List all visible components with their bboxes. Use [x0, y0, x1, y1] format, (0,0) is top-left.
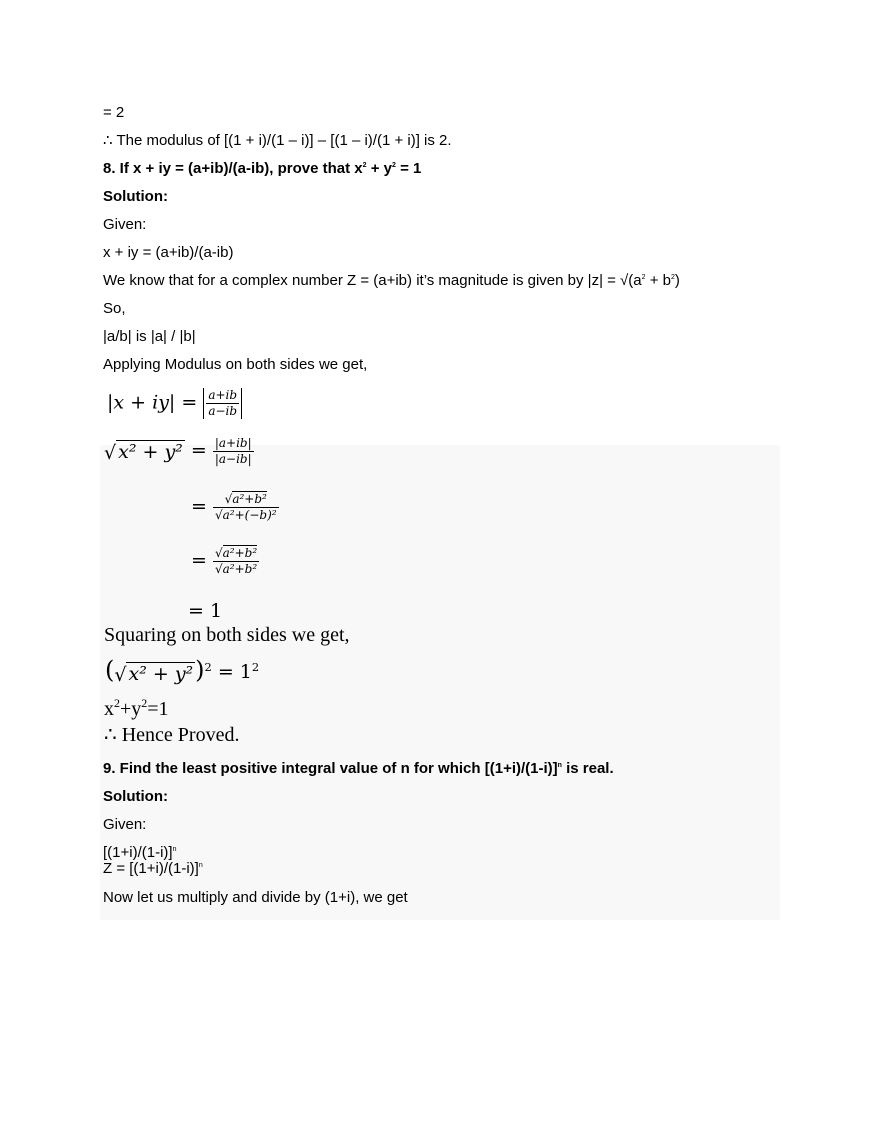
result-line: [103, 104, 124, 122]
q9-text-b: is real.: [561, 760, 614, 777]
math-step-1: [107, 388, 242, 419]
z9-text: Z = [(1+i)/(1-i)]: [103, 860, 199, 877]
math-step-3-num: √a²+b²: [224, 492, 267, 506]
math-step-6-radicand: x² + y²: [128, 662, 194, 685]
math-step-2-radicand: x² + y²: [118, 441, 183, 463]
math-step-6-rhs-power: 2: [251, 660, 260, 675]
squaring-line: Squaring on both sides we get,: [104, 624, 350, 646]
given-8-label: Given:: [103, 216, 147, 233]
math-step-4-equals: =: [191, 549, 207, 572]
math-step-2-den: |a−ib|: [214, 452, 252, 466]
q8-sup-1: 2: [362, 162, 367, 169]
result-text: = 2: [103, 104, 125, 121]
math-step-5: = 1: [188, 600, 223, 622]
result-y: +y: [120, 698, 142, 720]
math-step-3-equals: =: [191, 495, 207, 518]
sqrt-symbol: √: [104, 442, 117, 464]
magnitude-statement: [103, 272, 680, 290]
question-8-heading: [103, 160, 421, 178]
right-paren: ): [195, 656, 205, 684]
z-definition: [103, 861, 203, 877]
q9-text-a: 9. Find the least positive integral value of n for which [(1+i)/(1-i)]: [103, 760, 558, 777]
expr9-sup-n: n: [172, 846, 177, 853]
q8-text-c: = 1: [395, 160, 422, 177]
math-step-4: [191, 546, 259, 577]
math-step-3-frac: [213, 492, 279, 523]
math-step-1-frac: [206, 388, 239, 419]
left-paren: (: [105, 656, 115, 684]
math-step-2-sqrt: [104, 440, 185, 463]
result-x: x: [104, 698, 114, 720]
math-step-3-den-rad: a²+(−b)²: [222, 508, 277, 522]
math-step-6-power: 2: [204, 660, 212, 675]
magnitude-text-c: ): [674, 272, 680, 289]
math-step-4-frac: [213, 546, 259, 577]
math-step-1-num: a+ib: [208, 388, 238, 402]
multiply-divide-line: Now let us multiply and divide by (1+i), we get: [103, 889, 408, 906]
q8-sup-2: 2: [392, 162, 396, 169]
result-equals: =1: [147, 698, 169, 720]
math-step-4-den: √a²+b²: [214, 562, 258, 576]
math-step-6-sqrt: [114, 662, 195, 685]
given-9-label: Given:: [103, 816, 147, 833]
math-step-3-num-rad: a²+b²: [232, 492, 267, 506]
given-8-equation: x + iy = (a+ib)/(a-ib): [103, 244, 234, 261]
math-step-1-abs: [203, 388, 242, 419]
math-step-3: [191, 492, 279, 523]
conclusion-text: ∴ The modulus of [(1 + i)/(1 – i)] – [(1 – i)/(1 + i)] is 2.: [103, 132, 452, 149]
math-step-4-num-rad: a²+b²: [222, 546, 258, 560]
math-step-1-lhs: |x + iy| =: [107, 391, 198, 414]
solution-9-label: Solution:: [103, 788, 168, 805]
magnitude-text-a: We know that for a complex number Z = (a+ib) it’s magnitude is given by |z| = √(a: [103, 272, 642, 289]
math-step-2-num: |a+ib|: [214, 436, 252, 450]
abs-rule-line: |a/b| is |a| / |b|: [103, 328, 196, 345]
q8-text-b: + y: [366, 160, 392, 177]
math-step-6: [105, 656, 259, 685]
math-step-4-num: √a²+b²: [214, 546, 258, 560]
math-step-3-den: √a²+(−b)²: [214, 508, 277, 522]
math-step-6-rhs: = 1: [217, 661, 252, 683]
sqrt-symbol: √: [114, 663, 127, 686]
magnitude-text-b: + b: [645, 272, 671, 289]
expr9-text: [(1+i)/(1-i)]: [103, 844, 173, 861]
result-sup-1: 2: [114, 696, 120, 710]
applying-modulus-line: Applying Modulus on both sides we get,: [103, 356, 368, 373]
magnitude-sup-2: 2: [670, 274, 675, 281]
so-line: So,: [103, 300, 126, 317]
given-9-expression: [103, 845, 177, 861]
math-step-2: [104, 436, 254, 467]
math-step-1-den: a−ib: [208, 404, 238, 418]
magnitude-sup-1: 2: [641, 274, 646, 281]
math-step-4-den-rad: a²+b²: [222, 562, 258, 576]
math-step-2-equals: =: [190, 439, 207, 462]
conclusion-line: [103, 132, 452, 150]
solution-8-label: Solution:: [103, 188, 168, 205]
hence-proved: ∴ Hence Proved.: [104, 724, 240, 746]
question-9-heading: [103, 760, 614, 778]
q8-text-a: 8. If x + iy = (a+ib)/(a-ib), prove that x: [103, 160, 363, 177]
result-sup-2: 2: [141, 696, 148, 710]
z9-sup-n: n: [198, 862, 203, 869]
math-step-2-frac: [213, 436, 254, 467]
q9-sup-n: n: [557, 762, 562, 769]
result-equation: [104, 696, 169, 721]
